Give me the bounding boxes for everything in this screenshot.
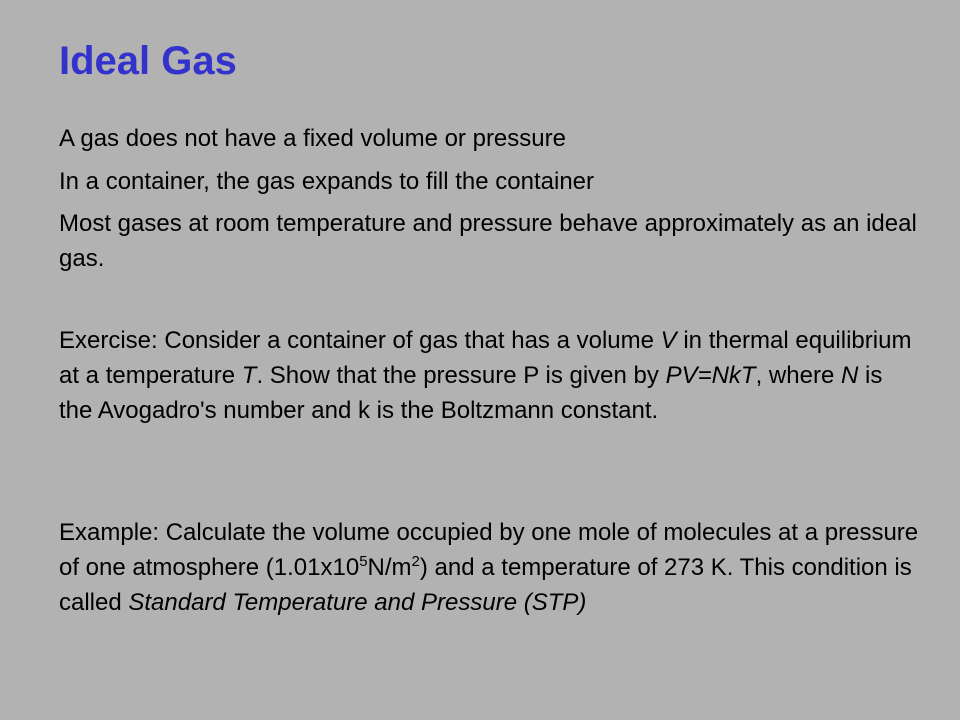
example-text: N/m bbox=[367, 554, 412, 581]
temperature-symbol: T bbox=[241, 362, 257, 389]
example-text: ) and a temperature of 273 K. This condition is called bbox=[59, 554, 912, 616]
ideal-gas-formula: PV=NkT bbox=[665, 362, 756, 389]
bullet-ideal-gas: Most gases at room temperature and pressure behave approximately as an ideal gas. bbox=[59, 210, 917, 272]
slide-title: Ideal Gas bbox=[59, 39, 237, 83]
exponent: 2 bbox=[411, 553, 420, 570]
exponent: 5 bbox=[359, 553, 368, 570]
exercise-paragraph bbox=[59, 323, 919, 428]
stp-term: Standard Temperature and Pressure (STP) bbox=[128, 589, 587, 616]
example-paragraph bbox=[59, 515, 919, 620]
bullet-expands-container: In a container, the gas expands to fill the container bbox=[59, 168, 595, 195]
exercise-text: , where bbox=[755, 362, 841, 389]
bullet-fixed-volume: A gas does not have a fixed volume or pressure bbox=[59, 125, 566, 152]
example-text: Example: Calculate the volume occupied by one mole of molecules at a pressure of one atmosphere (1.01x10 bbox=[59, 519, 919, 581]
volume-symbol: V bbox=[660, 327, 677, 354]
n-symbol: N bbox=[840, 362, 859, 389]
exercise-text: is the Avogadro's number and k is the Boltzmann constant. bbox=[59, 362, 883, 424]
exercise-text: . Show that the pressure P is given by bbox=[256, 362, 666, 389]
exercise-text: in thermal equilibrium at a temperature bbox=[59, 327, 912, 389]
exercise-text: Exercise: Consider a container of gas that has a volume bbox=[59, 327, 661, 354]
